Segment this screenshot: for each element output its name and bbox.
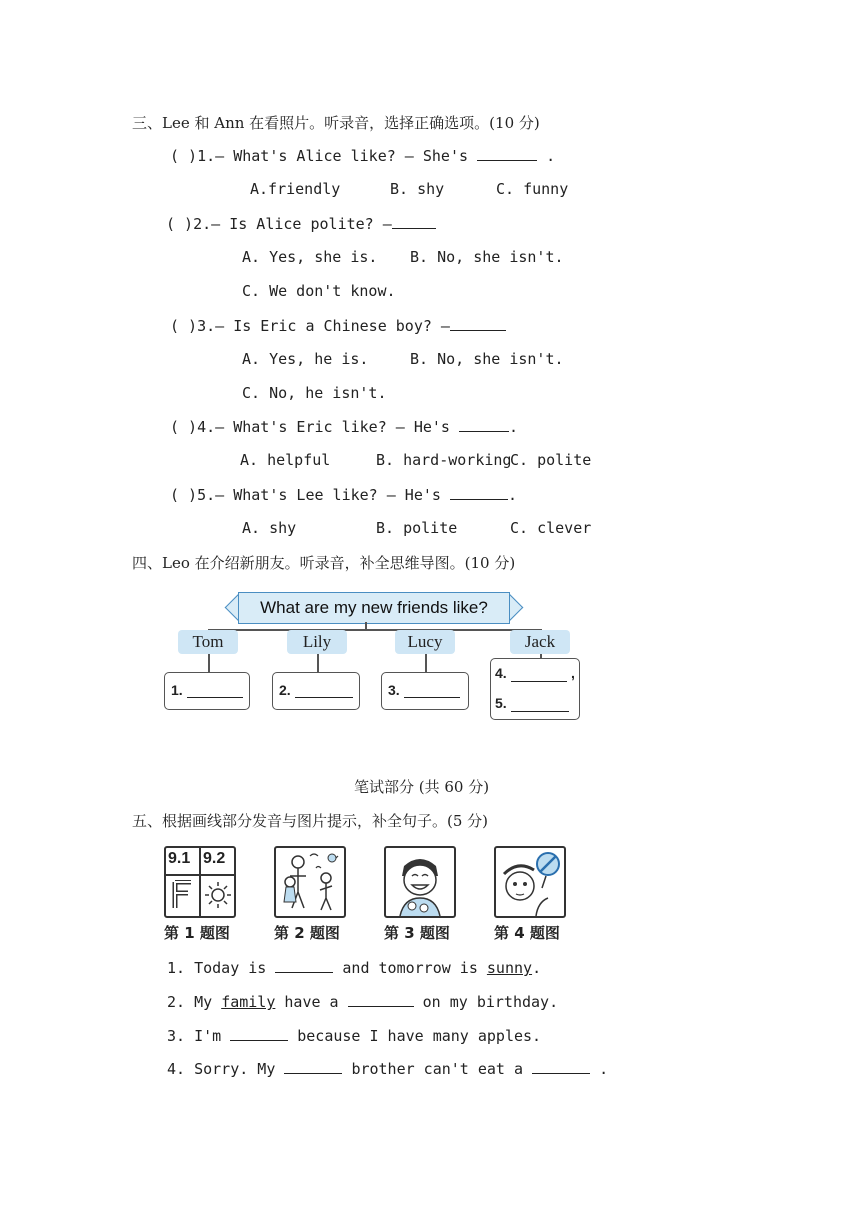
answer-blank[interactable] xyxy=(404,683,460,698)
sentence-4 xyxy=(167,1059,608,1078)
caption-1: 第 1 题图 xyxy=(164,924,230,942)
punct: . xyxy=(532,959,542,977)
question-5 xyxy=(170,485,517,504)
question-4 xyxy=(170,417,518,436)
answer-blank[interactable] xyxy=(295,683,353,698)
answer-blank[interactable] xyxy=(230,1026,288,1041)
picture-2-family xyxy=(274,846,346,918)
mind-map xyxy=(162,588,592,728)
sentence-text: because I have many apples. xyxy=(297,1027,542,1045)
punct: . xyxy=(509,418,519,436)
option-b: B. hard-working xyxy=(376,451,512,469)
picture-1-calendar xyxy=(164,846,236,918)
connector xyxy=(208,654,210,672)
answer-blank[interactable] xyxy=(450,485,508,500)
boy-refusing-illustration xyxy=(496,848,564,916)
question-2 xyxy=(166,214,436,233)
connector xyxy=(425,654,427,672)
connector xyxy=(208,629,540,631)
item-number: 4. xyxy=(167,1060,186,1078)
answer-blank[interactable] xyxy=(450,316,506,331)
sentence-text: brother can't eat a xyxy=(351,1060,524,1078)
answer-blank[interactable] xyxy=(187,683,243,698)
sentence-text: have a xyxy=(284,993,339,1011)
sentence-text: and tomorrow is xyxy=(342,959,478,977)
blank-number: 1. xyxy=(171,682,183,698)
caption-4: 第 4 题图 xyxy=(494,924,560,942)
answer-blank[interactable] xyxy=(477,146,537,161)
boy-illustration xyxy=(386,848,454,916)
option-a: A. Yes, she is. xyxy=(242,248,378,266)
option-b: B. shy xyxy=(390,180,445,198)
answer-blank[interactable] xyxy=(284,1059,342,1074)
section5-heading: 五、根据画线部分发音与图片提示，补全句子。(5 分) xyxy=(132,812,489,830)
answer-blank[interactable] xyxy=(275,958,333,973)
sentence-text: Sorry. My xyxy=(194,1060,276,1078)
answer-paren[interactable]: ( ) xyxy=(170,486,198,504)
mind-map-title: What are my new friends like? xyxy=(238,592,510,624)
date-2: 9.2 xyxy=(203,850,226,867)
question-3 xyxy=(170,316,506,335)
blank-number: 3. xyxy=(388,682,400,698)
option-b: B. polite xyxy=(376,519,458,537)
sentence-2 xyxy=(167,992,558,1011)
option-a: A. Yes, he is. xyxy=(242,350,369,368)
option-a: A. shy xyxy=(242,519,297,537)
blank-number: 4. xyxy=(495,665,507,681)
friend-tom: Tom xyxy=(178,630,238,654)
connector xyxy=(317,654,319,672)
picture-4-no-sign xyxy=(494,846,566,918)
question-prompt: 4.— What's Eric like? — He's xyxy=(197,418,450,436)
punct: . xyxy=(546,147,556,165)
question-prompt: 2.— Is Alice polite? — xyxy=(193,215,392,233)
sentence-text: I'm xyxy=(194,1027,222,1045)
punct: . xyxy=(599,1060,609,1078)
option-a: A. helpful xyxy=(240,451,331,469)
item-number: 2. xyxy=(167,993,186,1011)
option-b: B. No, she isn't. xyxy=(410,350,564,368)
question-prompt: 1.— What's Alice like? — She's xyxy=(197,147,469,165)
sentence-3 xyxy=(167,1026,541,1045)
option-c: C. We don't know. xyxy=(242,282,396,300)
answer-box-1[interactable] xyxy=(164,672,250,710)
blank-number: 2. xyxy=(279,682,291,698)
option-b: B. No, she isn't. xyxy=(410,248,564,266)
sun-icon xyxy=(204,881,232,909)
question-prompt: 3.— Is Eric a Chinese boy? — xyxy=(197,317,450,335)
answer-box-2[interactable] xyxy=(272,672,360,710)
answer-paren[interactable]: ( ) xyxy=(166,215,194,233)
option-c: C. polite xyxy=(510,451,592,469)
answer-blank[interactable] xyxy=(392,214,436,229)
picture-3-happy-boy xyxy=(384,846,456,918)
divider xyxy=(199,848,201,916)
section4-heading: 四、Leo 在介绍新朋友。听录音，补全思维导图。(10 分) xyxy=(132,554,516,572)
underlined-word: sunny xyxy=(486,959,533,977)
item-number: 3. xyxy=(167,1027,186,1045)
written-part-title: 笔试部分 (共 60 分) xyxy=(354,778,490,796)
item-number: 1. xyxy=(167,959,186,977)
option-c: C. No, he isn't. xyxy=(242,384,387,402)
answer-paren[interactable]: ( ) xyxy=(170,147,198,165)
friend-jack: Jack xyxy=(510,630,570,654)
section3-heading: 三、Lee 和 Ann 在看照片。听录音，选择正确选项。(10 分) xyxy=(132,114,540,132)
family-illustration xyxy=(276,848,344,916)
friend-lily: Lily xyxy=(287,630,347,654)
caption-3: 第 3 题图 xyxy=(384,924,450,942)
option-c: C. clever xyxy=(510,519,592,537)
caption-2: 第 2 题图 xyxy=(274,924,340,942)
option-a: A.friendly xyxy=(250,180,341,198)
sentence-text: Today is xyxy=(194,959,267,977)
answer-blank[interactable] xyxy=(459,417,509,432)
fog-icon xyxy=(172,880,194,910)
answer-blank[interactable] xyxy=(511,697,569,712)
divider xyxy=(166,874,234,876)
question-prompt: 5.— What's Lee like? — He's xyxy=(197,486,441,504)
answer-box-4-5[interactable] xyxy=(490,658,580,720)
option-row xyxy=(250,180,340,198)
answer-blank[interactable] xyxy=(532,1059,590,1074)
punct: . xyxy=(507,486,517,504)
answer-blank[interactable] xyxy=(511,667,567,682)
answer-paren[interactable]: ( ) xyxy=(170,418,198,436)
question-1 xyxy=(170,146,555,165)
punct: , xyxy=(571,665,575,681)
friend-lucy: Lucy xyxy=(395,630,455,654)
answer-box-3[interactable] xyxy=(381,672,469,710)
blank-number: 5. xyxy=(495,695,507,711)
answer-paren[interactable]: ( ) xyxy=(170,317,198,335)
date-1: 9.1 xyxy=(168,850,191,867)
option-c: C. funny xyxy=(496,180,569,198)
sentence-1 xyxy=(167,958,541,977)
underlined-word: family xyxy=(221,993,276,1011)
sentence-text: on my birthday. xyxy=(422,993,559,1011)
answer-blank[interactable] xyxy=(348,992,414,1007)
sentence-text: My xyxy=(194,993,213,1011)
